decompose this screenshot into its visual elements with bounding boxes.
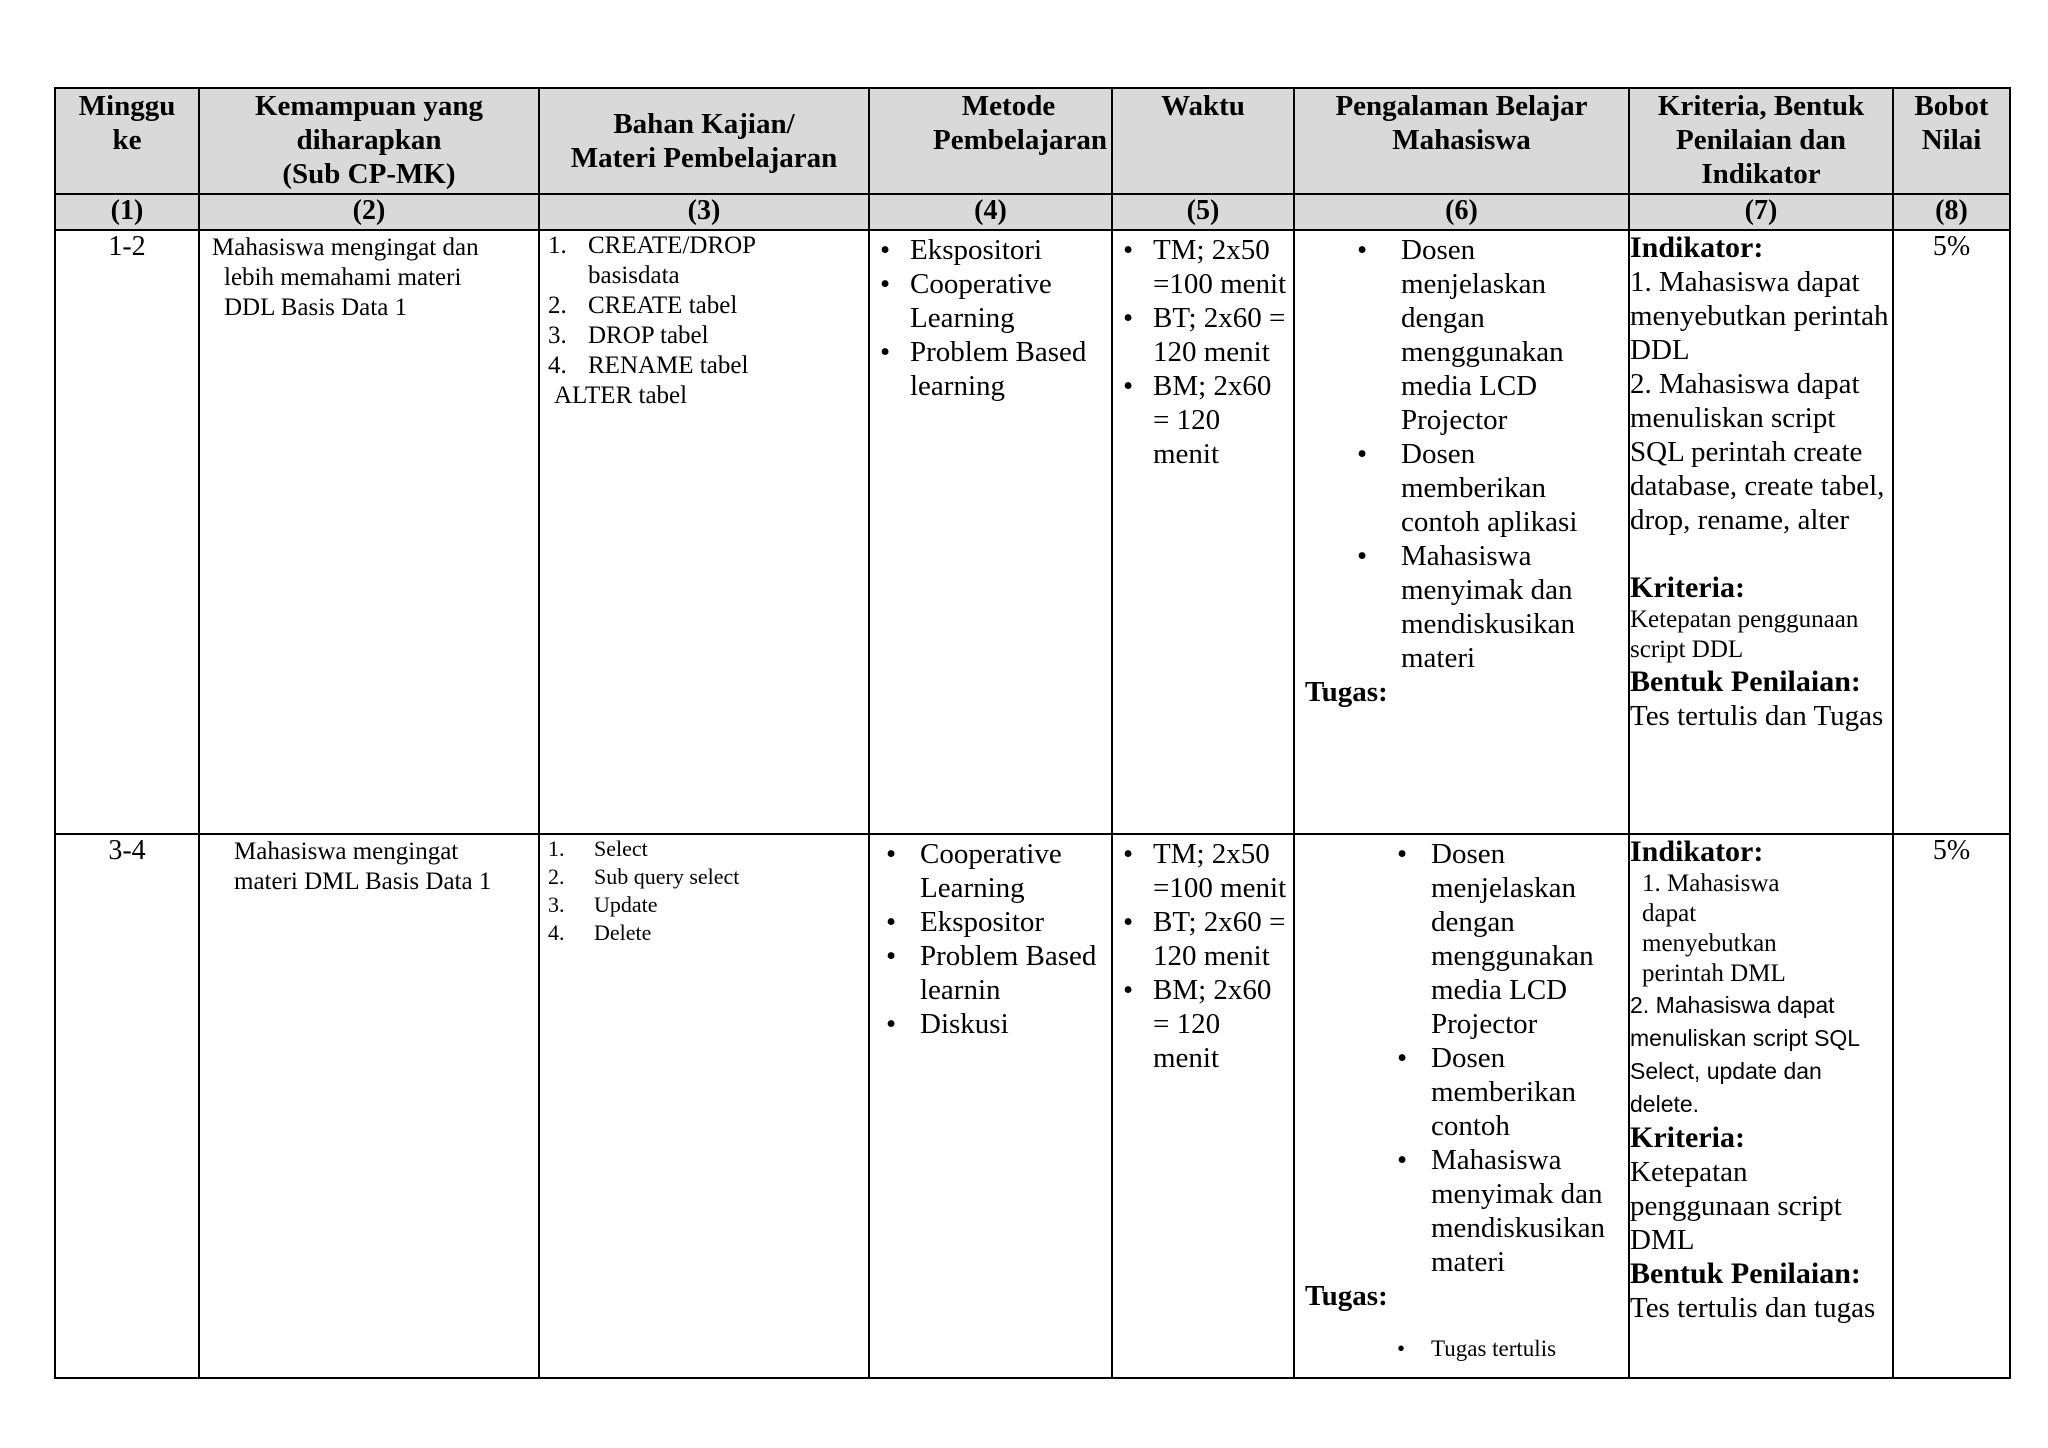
list-item: • Tugas tertulis [1397, 1336, 1557, 1361]
col-number: (4) [869, 194, 1112, 230]
kemampuan-cell: Mahasiswa mengingat materi DML Basis Data 1 [199, 834, 539, 1378]
minggu-cell: 3-4 [55, 834, 199, 1378]
header-waktu: Waktu [1112, 88, 1294, 194]
list-item: • Dosen memberikan contoh [1397, 1042, 1576, 1142]
list-item: • Mahasiswa menyimak dan mendiskusikan materi [1397, 1144, 1605, 1278]
pengalaman-cell [1294, 834, 1629, 1378]
list-item: • Problem Based learning [880, 336, 1087, 402]
col-number: (8) [1893, 194, 2010, 230]
list-item: • TM; 2x50 =100 menit [1123, 838, 1287, 904]
list-item: 4. RENAME tabel [548, 352, 749, 379]
list-item: • Dosen memberikan contoh aplikasi [1357, 438, 1578, 538]
list-item: • Cooperative Learning [880, 268, 1052, 334]
col-number: (3) [539, 194, 869, 230]
tugas-label: Tugas: [1305, 676, 1388, 708]
kriteria-cell: Indikator: 1. Mahasiswa dapat menyebutkan perintah DDL 2. Mahasiswa dapat menuliskan script SQL perintah create database, create tabel, drop, rename, alter Kriteria: Ketepatan penggunaan script DDL Bentuk Penilaian: Tes tertulis dan Tugas [1629, 230, 1893, 834]
col-number: (7) [1629, 194, 1893, 230]
col-number: (2) [199, 194, 539, 230]
pengalaman-cell [1294, 230, 1629, 834]
list-item: • Ekspositori [880, 234, 1043, 266]
bahan-cell: 1. CREATE/DROP basisdata 2. CREATE tabel 3. DROP tabel 4. RENAME tabel ALTER tabel [539, 230, 869, 834]
col-number: (6) [1294, 194, 1629, 230]
kriteria-cell: Indikator: 1. Mahasiswa dapat menyebutkan perintah DML 2. Mahasiswa dapat menuliskan script SQL Select, update dan delete. Kriteria: Ketepatan penggunaan script DML Bentuk Penilaian: Tes tertulis dan tugas [1629, 834, 1893, 1378]
col-number: (1) [55, 194, 199, 230]
list-item: • BM; 2x60 = 120 menit [1123, 370, 1272, 470]
header-kemampuan: Kemampuan yang diharapkan (Sub CP-MK) [199, 88, 539, 194]
list-item: 2. Sub query select [548, 864, 740, 889]
list-item: • BT; 2x60 = 120 menit [1123, 302, 1286, 368]
list-item: 1. CREATE/DROP basisdata [548, 232, 756, 289]
minggu-cell: 1-2 [55, 230, 199, 834]
col-number: (5) [1112, 194, 1294, 230]
table-row [55, 834, 2010, 1378]
bobot-cell: 5% [1893, 834, 2010, 1378]
list-item: • TM; 2x50 =100 menit [1123, 234, 1287, 300]
list-item: 4. Delete [548, 920, 652, 945]
list-item: • Cooperative Learning [886, 838, 1062, 904]
list-item: • Dosen menjelaskan dengan menggunakan media LCD Projector [1397, 838, 1594, 1040]
header-kriteria: Kriteria, Bentuk Penilaian dan Indikator [1629, 88, 1893, 194]
waktu-cell [1112, 230, 1294, 834]
header-bahan: Bahan Kajian/ Materi Pembelajaran [539, 88, 869, 194]
rps-table [54, 87, 2011, 1379]
list-item: • Problem Based learnin [886, 940, 1097, 1006]
list-item: • BT; 2x60 = 120 menit [1123, 906, 1286, 972]
list-item: 2. CREATE tabel [548, 292, 738, 319]
bobot-cell: 5% [1893, 230, 2010, 834]
header-bobot: Bobot Nilai [1893, 88, 2010, 194]
tugas-label: Tugas: [1305, 1280, 1388, 1312]
metode-cell [869, 230, 1112, 834]
list-item: 3. Update [548, 892, 658, 917]
list-item: • BM; 2x60 = 120 menit [1123, 974, 1272, 1074]
kemampuan-cell: Mahasiswa mengingat dan lebih memahami materi DDL Basis Data 1 [199, 230, 539, 834]
list-item: • Ekspositor [886, 906, 1045, 938]
waktu-cell [1112, 834, 1294, 1378]
table-row [55, 230, 2010, 834]
list-item: 3. DROP tabel [548, 322, 709, 349]
metode-cell [869, 834, 1112, 1378]
bahan-cell [539, 834, 869, 1378]
header-metode: Metode Pembelajaran [869, 88, 1112, 194]
list-item: • Diskusi [886, 1008, 1009, 1040]
list-item: • Dosen menjelaskan dengan menggunakan media LCD Projector [1357, 234, 1564, 436]
header-minggu: Minggu ke [55, 88, 199, 194]
list-item: • Mahasiswa menyimak dan mendiskusikan materi [1357, 540, 1575, 674]
header-pengalaman: Pengalaman Belajar Mahasiswa [1294, 88, 1629, 194]
list-item: 1. Select [548, 836, 648, 861]
